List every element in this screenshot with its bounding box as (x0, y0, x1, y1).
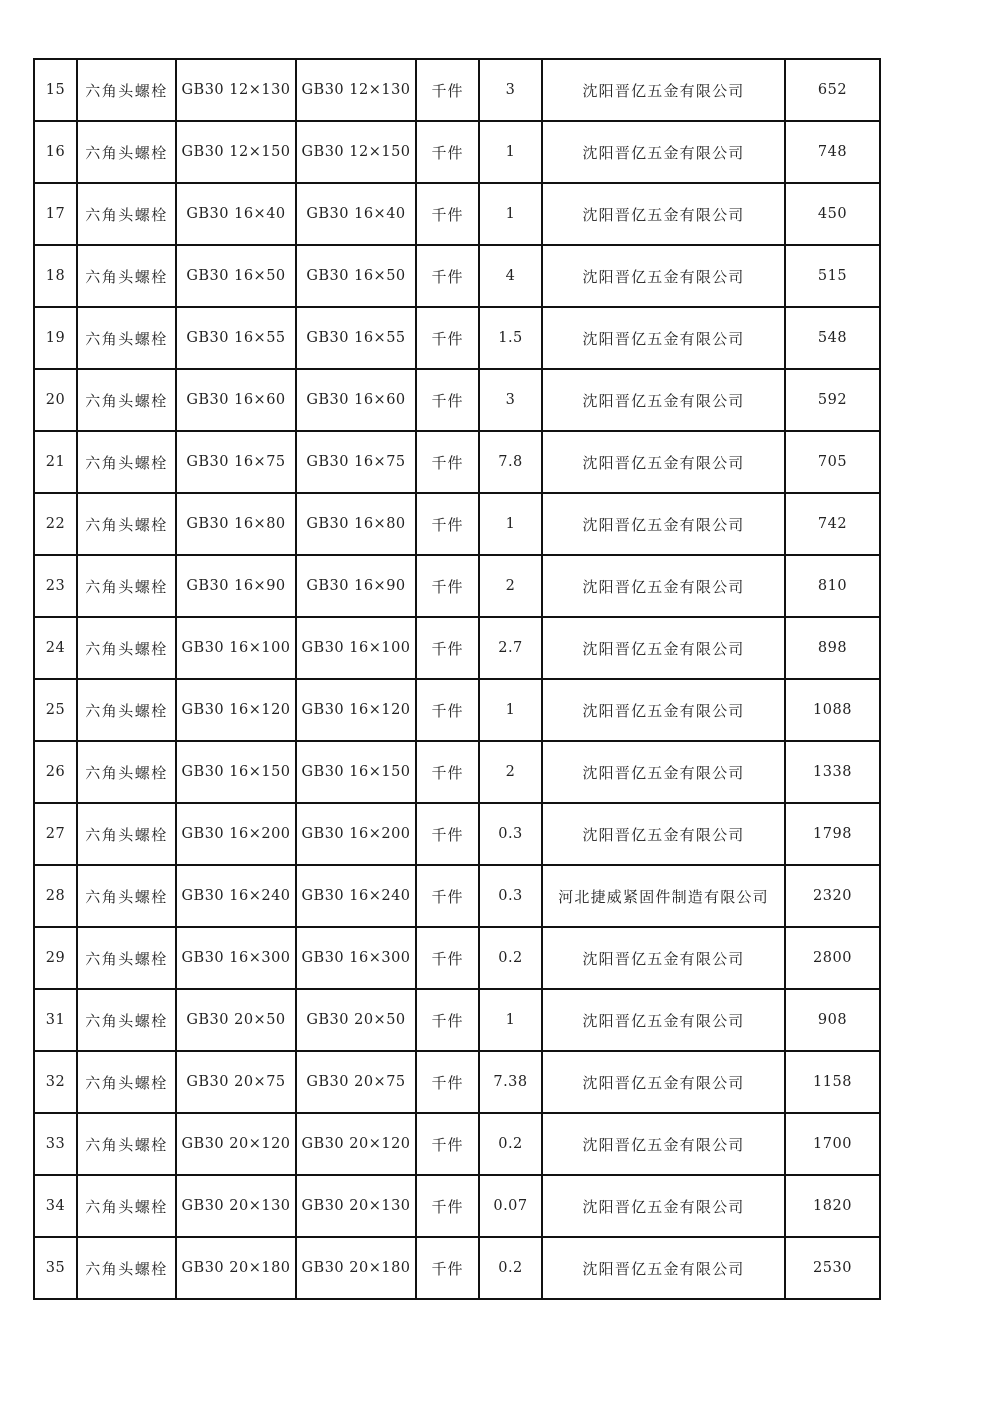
unit-cell: 千件 (416, 617, 479, 679)
supplier-cell: 沈阳晋亿五金有限公司 (542, 245, 785, 307)
unit-cell: 千件 (416, 307, 479, 369)
product-name-cell: 六角头螺栓 (77, 679, 176, 741)
row-number-cell: 17 (34, 183, 77, 245)
unit-cell: 千件 (416, 183, 479, 245)
unit-cell: 千件 (416, 679, 479, 741)
table-row (34, 741, 880, 803)
table-row (34, 493, 880, 555)
supplier-cell: 沈阳晋亿五金有限公司 (542, 1175, 785, 1237)
product-name-cell: 六角头螺栓 (77, 803, 176, 865)
table-row (34, 59, 880, 121)
model-cell: GB30 16×75 (296, 431, 416, 493)
row-number-cell: 33 (34, 1113, 77, 1175)
price-cell: 1158 (785, 1051, 880, 1113)
price-cell: 2530 (785, 1237, 880, 1299)
table-body (34, 59, 880, 1299)
unit-cell: 千件 (416, 555, 479, 617)
product-name-cell: 六角头螺栓 (77, 307, 176, 369)
price-cell: 898 (785, 617, 880, 679)
unit-cell: 千件 (416, 493, 479, 555)
supplier-cell: 沈阳晋亿五金有限公司 (542, 989, 785, 1051)
row-number-cell: 27 (34, 803, 77, 865)
row-number-cell: 22 (34, 493, 77, 555)
specification-cell: GB30 16×90 (176, 555, 296, 617)
supplier-cell: 沈阳晋亿五金有限公司 (542, 431, 785, 493)
quantity-cell: 0.2 (479, 1113, 542, 1175)
supplier-cell: 沈阳晋亿五金有限公司 (542, 1113, 785, 1175)
product-name-cell: 六角头螺栓 (77, 555, 176, 617)
specification-cell: GB30 16×75 (176, 431, 296, 493)
row-number-cell: 31 (34, 989, 77, 1051)
model-cell: GB30 16×100 (296, 617, 416, 679)
table-row (34, 803, 880, 865)
table-row (34, 1175, 880, 1237)
table-row (34, 369, 880, 431)
price-cell: 810 (785, 555, 880, 617)
table-row (34, 1113, 880, 1175)
model-cell: GB30 20×180 (296, 1237, 416, 1299)
row-number-cell: 28 (34, 865, 77, 927)
supplier-cell: 沈阳晋亿五金有限公司 (542, 493, 785, 555)
quantity-cell: 0.3 (479, 865, 542, 927)
product-name-cell: 六角头螺栓 (77, 617, 176, 679)
unit-cell: 千件 (416, 803, 479, 865)
unit-cell: 千件 (416, 1175, 479, 1237)
product-name-cell: 六角头螺栓 (77, 493, 176, 555)
specification-cell: GB30 16×150 (176, 741, 296, 803)
specification-cell: GB30 12×130 (176, 59, 296, 121)
price-cell: 592 (785, 369, 880, 431)
specification-cell: GB30 16×200 (176, 803, 296, 865)
specification-cell: GB30 12×150 (176, 121, 296, 183)
row-number-cell: 29 (34, 927, 77, 989)
specification-cell: GB30 16×300 (176, 927, 296, 989)
specification-cell: GB30 20×75 (176, 1051, 296, 1113)
price-cell: 1798 (785, 803, 880, 865)
quantity-cell: 7.8 (479, 431, 542, 493)
price-cell: 450 (785, 183, 880, 245)
table-row (34, 121, 880, 183)
product-name-cell: 六角头螺栓 (77, 245, 176, 307)
model-cell: GB30 20×50 (296, 989, 416, 1051)
table-row (34, 617, 880, 679)
product-name-cell: 六角头螺栓 (77, 865, 176, 927)
specification-cell: GB30 16×120 (176, 679, 296, 741)
model-cell: GB30 16×120 (296, 679, 416, 741)
product-name-cell: 六角头螺栓 (77, 1113, 176, 1175)
model-cell: GB30 20×130 (296, 1175, 416, 1237)
row-number-cell: 19 (34, 307, 77, 369)
quantity-cell: 0.3 (479, 803, 542, 865)
quantity-cell: 3 (479, 59, 542, 121)
row-number-cell: 24 (34, 617, 77, 679)
supplier-cell: 沈阳晋亿五金有限公司 (542, 679, 785, 741)
price-cell: 1088 (785, 679, 880, 741)
price-cell: 515 (785, 245, 880, 307)
row-number-cell: 32 (34, 1051, 77, 1113)
quantity-cell: 4 (479, 245, 542, 307)
unit-cell: 千件 (416, 59, 479, 121)
unit-cell: 千件 (416, 865, 479, 927)
price-cell: 748 (785, 121, 880, 183)
quantity-cell: 1 (479, 121, 542, 183)
product-name-cell: 六角头螺栓 (77, 121, 176, 183)
quantity-cell: 7.38 (479, 1051, 542, 1113)
model-cell: GB30 16×150 (296, 741, 416, 803)
table-row (34, 679, 880, 741)
specification-cell: GB30 16×240 (176, 865, 296, 927)
supplier-cell: 沈阳晋亿五金有限公司 (542, 307, 785, 369)
supplier-cell: 河北捷威紧固件制造有限公司 (542, 865, 785, 927)
price-cell: 908 (785, 989, 880, 1051)
product-name-cell: 六角头螺栓 (77, 369, 176, 431)
unit-cell: 千件 (416, 1237, 479, 1299)
model-cell: GB30 16×240 (296, 865, 416, 927)
table-row (34, 927, 880, 989)
product-name-cell: 六角头螺栓 (77, 183, 176, 245)
price-cell: 2320 (785, 865, 880, 927)
row-number-cell: 26 (34, 741, 77, 803)
quantity-cell: 0.07 (479, 1175, 542, 1237)
table-row (34, 183, 880, 245)
model-cell: GB30 16×40 (296, 183, 416, 245)
supplier-cell: 沈阳晋亿五金有限公司 (542, 617, 785, 679)
price-cell: 548 (785, 307, 880, 369)
row-number-cell: 23 (34, 555, 77, 617)
quantity-cell: 0.2 (479, 1237, 542, 1299)
unit-cell: 千件 (416, 431, 479, 493)
quantity-cell: 1 (479, 493, 542, 555)
supplier-cell: 沈阳晋亿五金有限公司 (542, 741, 785, 803)
product-name-cell: 六角头螺栓 (77, 1237, 176, 1299)
model-cell: GB30 16×80 (296, 493, 416, 555)
model-cell: GB30 16×200 (296, 803, 416, 865)
product-name-cell: 六角头螺栓 (77, 989, 176, 1051)
quantity-cell: 2.7 (479, 617, 542, 679)
supplier-cell: 沈阳晋亿五金有限公司 (542, 183, 785, 245)
product-name-cell: 六角头螺栓 (77, 927, 176, 989)
supplier-cell: 沈阳晋亿五金有限公司 (542, 1051, 785, 1113)
table-row (34, 307, 880, 369)
model-cell: GB30 20×120 (296, 1113, 416, 1175)
unit-cell: 千件 (416, 1051, 479, 1113)
price-cell: 1820 (785, 1175, 880, 1237)
model-cell: GB30 16×55 (296, 307, 416, 369)
specification-cell: GB30 20×50 (176, 989, 296, 1051)
unit-cell: 千件 (416, 121, 479, 183)
row-number-cell: 25 (34, 679, 77, 741)
row-number-cell: 35 (34, 1237, 77, 1299)
unit-cell: 千件 (416, 369, 479, 431)
supplier-cell: 沈阳晋亿五金有限公司 (542, 369, 785, 431)
table-row (34, 245, 880, 307)
product-name-cell: 六角头螺栓 (77, 59, 176, 121)
row-number-cell: 18 (34, 245, 77, 307)
supplier-cell: 沈阳晋亿五金有限公司 (542, 59, 785, 121)
table-row (34, 1237, 880, 1299)
supplier-cell: 沈阳晋亿五金有限公司 (542, 1237, 785, 1299)
product-name-cell: 六角头螺栓 (77, 1051, 176, 1113)
model-cell: GB30 16×50 (296, 245, 416, 307)
specification-cell: GB30 16×55 (176, 307, 296, 369)
price-table (33, 58, 881, 1300)
specification-cell: GB30 20×120 (176, 1113, 296, 1175)
table-row (34, 555, 880, 617)
specification-cell: GB30 16×100 (176, 617, 296, 679)
table-row (34, 865, 880, 927)
product-name-cell: 六角头螺栓 (77, 431, 176, 493)
model-cell: GB30 16×90 (296, 555, 416, 617)
price-cell: 2800 (785, 927, 880, 989)
model-cell: GB30 12×150 (296, 121, 416, 183)
unit-cell: 千件 (416, 1113, 479, 1175)
price-cell: 1338 (785, 741, 880, 803)
supplier-cell: 沈阳晋亿五金有限公司 (542, 555, 785, 617)
specification-cell: GB30 16×60 (176, 369, 296, 431)
price-cell: 652 (785, 59, 880, 121)
product-name-cell: 六角头螺栓 (77, 1175, 176, 1237)
quantity-cell: 1.5 (479, 307, 542, 369)
price-cell: 1700 (785, 1113, 880, 1175)
specification-cell: GB30 20×130 (176, 1175, 296, 1237)
model-cell: GB30 16×300 (296, 927, 416, 989)
quantity-cell: 1 (479, 679, 542, 741)
supplier-cell: 沈阳晋亿五金有限公司 (542, 803, 785, 865)
price-cell: 705 (785, 431, 880, 493)
specification-cell: GB30 16×40 (176, 183, 296, 245)
row-number-cell: 20 (34, 369, 77, 431)
unit-cell: 千件 (416, 741, 479, 803)
row-number-cell: 16 (34, 121, 77, 183)
quantity-cell: 2 (479, 741, 542, 803)
quantity-cell: 2 (479, 555, 542, 617)
quantity-cell: 0.2 (479, 927, 542, 989)
row-number-cell: 21 (34, 431, 77, 493)
supplier-cell: 沈阳晋亿五金有限公司 (542, 121, 785, 183)
quantity-cell: 3 (479, 369, 542, 431)
unit-cell: 千件 (416, 245, 479, 307)
unit-cell: 千件 (416, 927, 479, 989)
table-row (34, 431, 880, 493)
specification-cell: GB30 16×50 (176, 245, 296, 307)
product-name-cell: 六角头螺栓 (77, 741, 176, 803)
quantity-cell: 1 (479, 183, 542, 245)
row-number-cell: 34 (34, 1175, 77, 1237)
model-cell: GB30 16×60 (296, 369, 416, 431)
model-cell: GB30 12×130 (296, 59, 416, 121)
quantity-cell: 1 (479, 989, 542, 1051)
unit-cell: 千件 (416, 989, 479, 1051)
specification-cell: GB30 16×80 (176, 493, 296, 555)
model-cell: GB30 20×75 (296, 1051, 416, 1113)
supplier-cell: 沈阳晋亿五金有限公司 (542, 927, 785, 989)
specification-cell: GB30 20×180 (176, 1237, 296, 1299)
table-row (34, 989, 880, 1051)
price-cell: 742 (785, 493, 880, 555)
table-row (34, 1051, 880, 1113)
row-number-cell: 15 (34, 59, 77, 121)
